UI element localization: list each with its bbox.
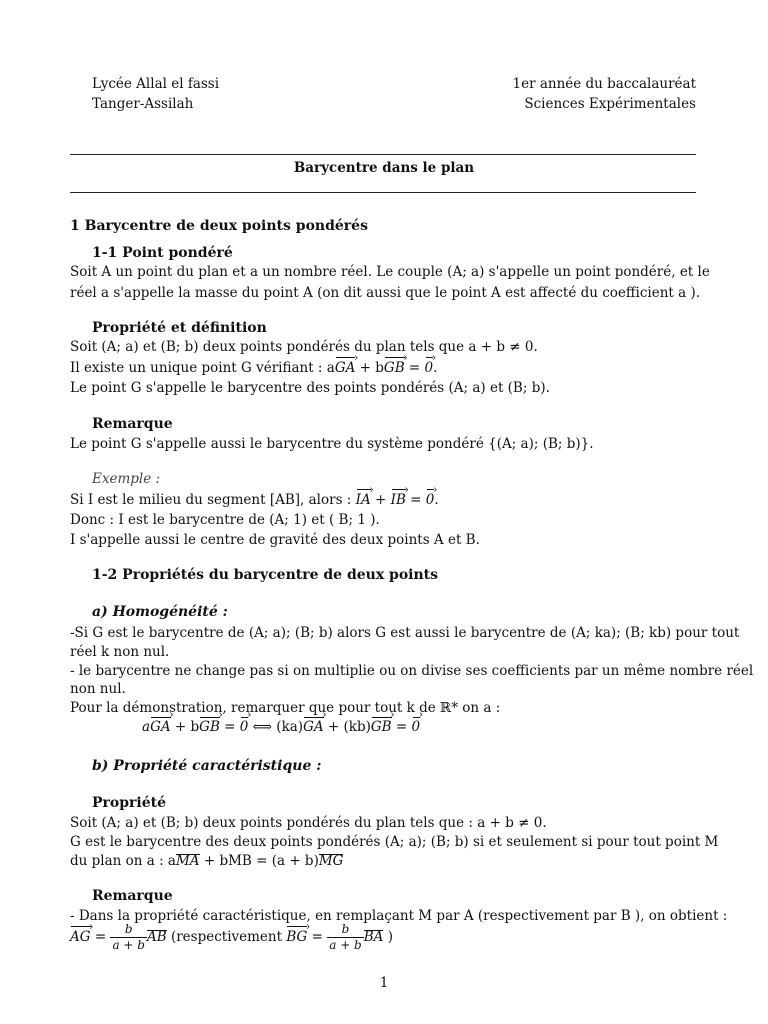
remark-title: Remarque	[92, 888, 173, 904]
vector-GA: GA ›	[150, 719, 171, 735]
example-line: Si I est le milieu du segment [AB], alors : IA › + IB › = 0 ›.	[70, 491, 439, 510]
paragraph-line: Soit (A; a) et (B; b) deux points pondérés du plan tels que a + b ≠ 0.	[70, 339, 538, 355]
paragraph-line: réel k non nul.	[70, 644, 170, 660]
vector-BG: BG ›	[286, 928, 307, 947]
vector-GB: GB ›	[384, 359, 405, 378]
section-1-title: 1 Barycentre de deux points pondérés	[70, 218, 368, 234]
vector-IA: IA ›	[356, 491, 371, 510]
paragraph-line: I s'appelle aussi le centre de gravité des deux points A et B.	[70, 532, 480, 548]
paragraph-line: non nul.	[70, 681, 126, 697]
header-left	[92, 74, 219, 114]
zero-vector: 0 ›	[412, 719, 421, 735]
vector-IB: IB ›	[391, 491, 406, 510]
fraction: $\frac{b}{a + b}$	[329, 922, 362, 952]
vector-AG: AG ›	[70, 928, 91, 947]
top-rule	[70, 154, 696, 155]
vector-GA: GA ›	[335, 359, 356, 378]
paragraph-line: - le barycentre ne change pas si on multiplie ou on divise ses coefficients par un même nombre réel	[70, 663, 754, 679]
header-right	[513, 74, 697, 114]
paragraph-line: Soit A un point du plan et a un nombre réel. Le couple (A; a) s'appelle un point pondéré, et le	[70, 264, 710, 280]
school-city: Tanger-Assilah	[92, 96, 194, 112]
paragraph-line: Le point G s'appelle aussi le barycentre du système pondéré {(A; a); (B; b)}.	[70, 436, 594, 452]
unique-point-line: Il existe un unique point G vérifiant : aGA › + bGB › = 0 ›.	[70, 359, 437, 378]
grade-level: 1er année du baccalauréat	[512, 76, 696, 92]
paragraph-line: Soit (A; a) et (B; b) deux points pondérés du plan tels que : a + b ≠ 0.	[70, 815, 547, 831]
page-number: 1	[379, 975, 389, 991]
homogeneity-equation: aGA › + bGB › = 0 › ⟺ (ka)GA › + (kb)GB › = 0 ›	[142, 719, 420, 735]
stream-name: Sciences Expérimentales	[524, 96, 696, 112]
vector-GA: GA ›	[303, 719, 324, 735]
bar-AB: AB	[146, 929, 167, 945]
bottom-rule	[70, 192, 696, 193]
homogeneity-title: a) Homogénéité :	[92, 604, 228, 620]
characteristic-property-title: b) Propriété caractéristique :	[92, 758, 322, 774]
zero-vector: 0 ›	[426, 491, 435, 510]
paragraph-line: Donc : I est le barycentre de (A; 1) et ( B; 1 ).	[70, 512, 380, 528]
document-title: Barycentre dans le plan	[293, 160, 475, 176]
paragraph-line: réel a s'appelle la masse du point A (on dit aussi que le point A est affecté du coefficient a ).	[70, 285, 701, 301]
subsection-1-2-title: 1-2 Propriétés du barycentre de deux points	[92, 567, 439, 583]
school-name: Lycée Allal el fassi	[92, 76, 220, 92]
zero-vector: 0 ›	[425, 359, 434, 378]
paragraph-line: -Si G est le barycentre de (A; a); (B; b) alors G est aussi le barycentre de (A; ka); (B; kb) pour tout	[70, 625, 740, 641]
paragraph-line: G est le barycentre des deux points pondérés (A; a); (B; b) si et seulement si pour tout point M	[70, 834, 719, 850]
vector-GB: GB ›	[371, 719, 392, 735]
subsection-1-1-title: 1-1 Point pondéré	[92, 245, 233, 261]
paragraph-line: Le point G s'appelle le barycentre des points pondérés (A; a) et (B; b).	[70, 380, 550, 396]
remark-title: Remarque	[92, 416, 173, 432]
bar-MG: MG	[318, 853, 344, 869]
vector-GB: GB ›	[199, 719, 220, 735]
paragraph-line: Pour la démonstration, remarquer que pour tout k de ℝ* on a :	[70, 700, 501, 716]
fraction: $\frac{b}{a + b}$	[112, 922, 145, 952]
bar-MA: MA	[175, 853, 200, 869]
property-definition-title: Propriété et définition	[92, 320, 267, 336]
zero-vector: 0 ›	[240, 719, 249, 735]
property-title: Propriété	[92, 795, 167, 811]
characteristic-equation-line: du plan on a : aMA + bMB = (a + b)MG	[70, 853, 344, 869]
example-title: Exemple :	[92, 471, 161, 487]
bar-BA: BA	[363, 929, 384, 945]
remark-formula-line: AG › = $\frac{b}{a + b}$ AB (respectivement BG › = $\frac{b}{a + b}$ BA )	[70, 922, 393, 953]
paragraph-line: - Dans la propriété caractéristique, en remplaçant M par A (respectivement par B ), on obtient :	[70, 908, 728, 924]
